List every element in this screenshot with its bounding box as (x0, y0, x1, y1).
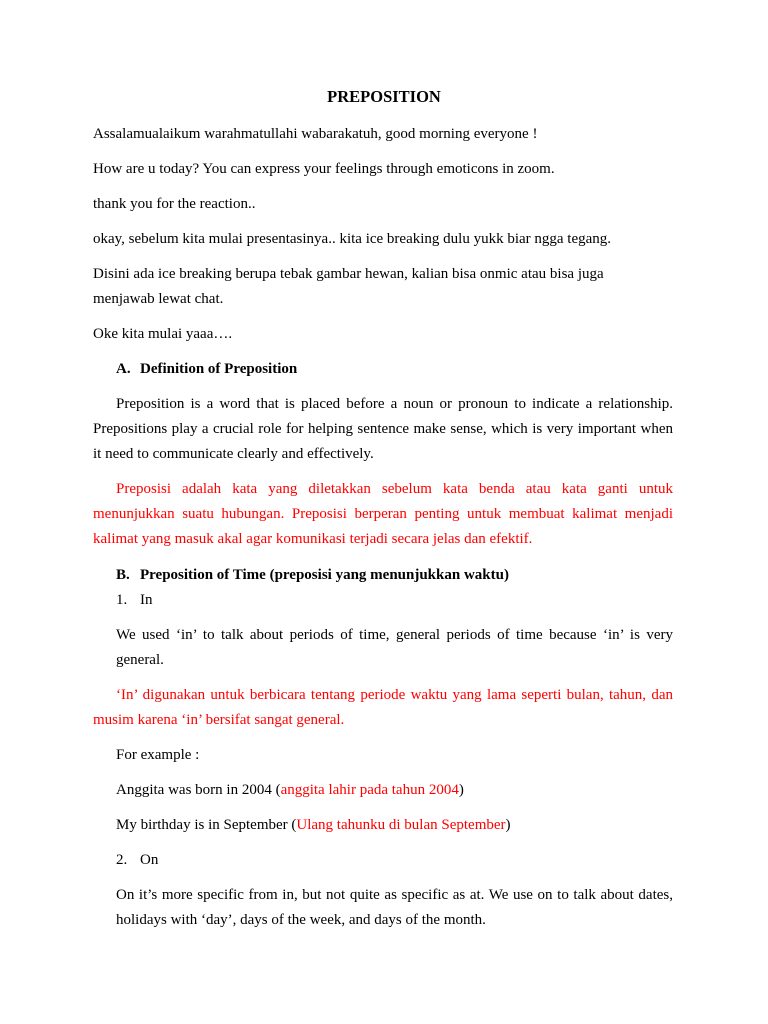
section-a-paragraph-id: Preposisi adalah kata yang diletakkan sebelum kata benda atau kata ganti untuk menunjukkan suatu hubungan. Preposisi berperan penting untuk membuat kalimat menjadi kalimat yang masuk akal agar komunikasi terjadi secara jelas dan efektif. (93, 481, 673, 547)
example-2-english: My birthday is in September ( (116, 817, 297, 833)
intro-instructions: Disini ada ice breaking berupa tebak gambar hewan, kalian bisa onmic atau bisa juga menjawab lewat chat. (93, 266, 604, 307)
intro-ice-breaking: okay, sebelum kita mulai presentasinya.. kita ice breaking dulu yukk biar ngga tegang. (93, 231, 612, 247)
example-2-close: ) (505, 817, 511, 833)
section-b-heading (116, 563, 673, 588)
section-b-item-in (116, 588, 673, 613)
item-on-paragraph-en: On it’s more specific from in, but not quite as specific as at. We use on to talk about dates, holidays with ‘day’, days of the week, and days of the month. (116, 887, 673, 928)
section-b-item-on (116, 848, 673, 873)
section-b-letter: B. (116, 567, 130, 583)
example-2-translation: Ulang tahunku di bulan September (296, 817, 506, 833)
item-in-label: In (140, 592, 153, 608)
item-in-number: 1. (116, 592, 128, 608)
example-1-english: Anggita was born in 2004 ( (116, 782, 281, 798)
example-1-translation: anggita lahir pada tahun 2004 (280, 782, 459, 798)
item-on-label: On (140, 852, 159, 868)
section-b-title: Preposition of Time (preposisi yang menunjukkan waktu) (140, 567, 509, 583)
item-in-for-example: For example : (116, 747, 200, 763)
section-a-paragraph-en: Preposition is a word that is placed before a noun or pronoun to indicate a relationship. Prepositions play a crucial role for helping sentence make sense, which is very important when it need to communicate clearly and effectively. (93, 396, 673, 462)
document-title: PREPOSITION (327, 87, 441, 106)
item-on-number: 2. (116, 852, 128, 868)
section-a-letter: A. (116, 361, 131, 377)
item-in-example-2 (116, 813, 673, 838)
item-in-paragraph-id: ‘In’ digunakan untuk berbicara tentang periode waktu yang lama seperti bulan, tahun, dan musim karena ‘in’ bersifat sangat general. (93, 687, 673, 728)
item-in-paragraph-en: We used ‘in’ to talk about periods of time, general periods of time because ‘in’ is very general. (116, 627, 673, 668)
intro-thanks: thank you for the reaction.. (93, 196, 256, 212)
section-a-heading (116, 357, 673, 382)
intro-greeting: Assalamualaikum warahmatullahi wabarakatuh, good morning everyone ! (93, 126, 538, 142)
section-a-title: Definition of Preposition (140, 361, 298, 377)
intro-start: Oke kita mulai yaaa…. (93, 326, 233, 342)
item-in-example-1 (116, 778, 673, 803)
intro-question: How are u today? You can express your feelings through emoticons in zoom. (93, 161, 555, 177)
example-1-close: ) (458, 782, 464, 798)
